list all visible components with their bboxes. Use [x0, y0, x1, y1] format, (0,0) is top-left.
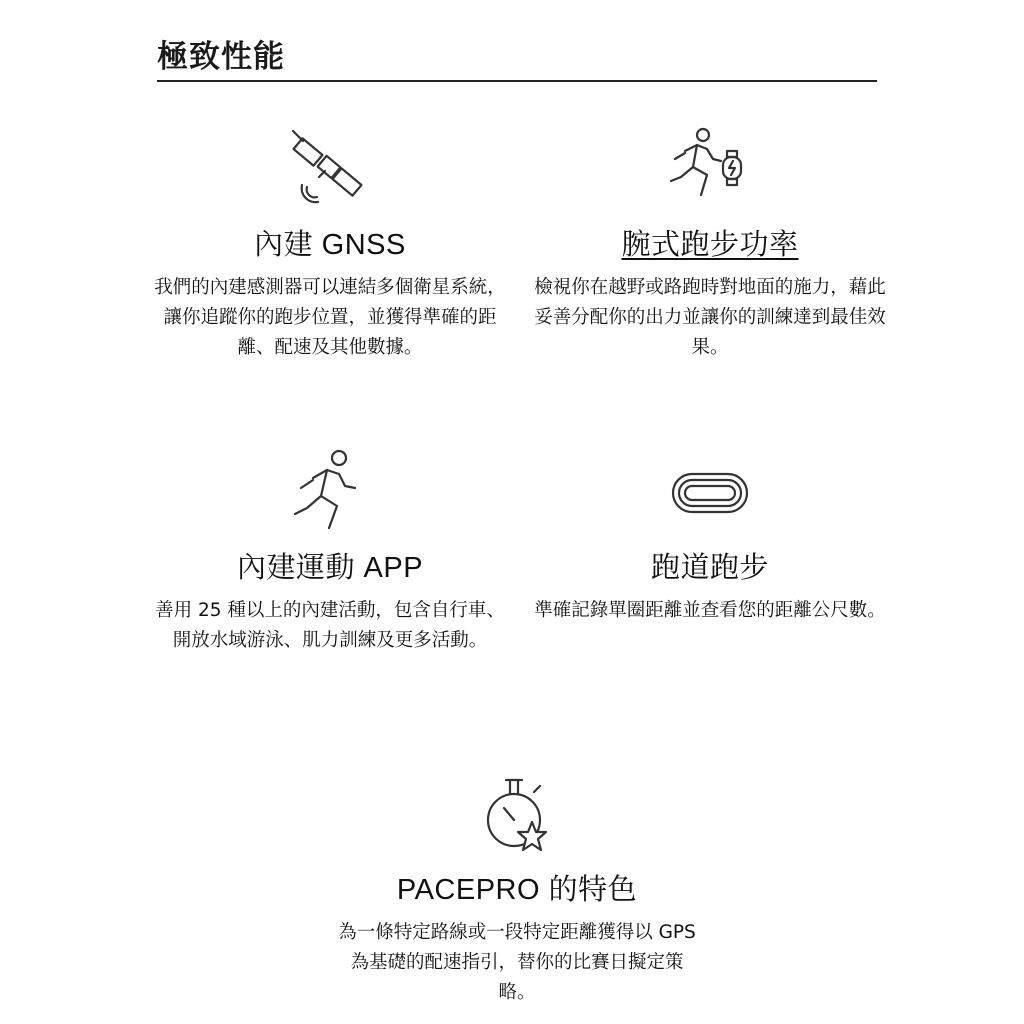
- feature-title-link[interactable]: 腕式跑步功率: [621, 229, 799, 261]
- feature-description: 善用 25 種以上的內建活動，包含自行車、開放水域游泳、肌力訓練及更多活動。: [155, 600, 505, 651]
- feature-title: 跑道跑步: [650, 552, 769, 584]
- feature-track-running: [530, 448, 890, 626]
- feature-gnss: [150, 125, 510, 363]
- feature-wrist-power: [530, 125, 890, 363]
- feature-description: 檢視你在越野或路跑時對地面的施力，藉此妥善分配你的出力並讓你的訓練達到最佳效果。: [534, 277, 886, 358]
- runner-icon: [285, 448, 375, 538]
- stopwatch-star-icon: [472, 770, 562, 860]
- feature-title: PACEPRO 的特色: [396, 874, 638, 906]
- feature-pacepro: [337, 770, 697, 1008]
- feature-description: 準確記錄單圈距離並查看您的距離公尺數。: [534, 600, 886, 621]
- runner-watch-icon: [665, 125, 755, 215]
- feature-description: 為一條特定路線或一段特定距離獲得以 GPS 為基礎的配速指引，替你的比賽日擬定策略。: [338, 922, 696, 1003]
- feature-sport-apps: [150, 448, 510, 656]
- feature-description: 我們的內建感測器可以連結多個衛星系統，讓你追蹤你的跑步位置，並獲得準確的距離、配速及其他數據。: [154, 277, 506, 358]
- section-title: 極致性能: [157, 40, 877, 82]
- feature-title: 內建 GNSS: [254, 229, 406, 261]
- feature-title: 內建運動 APP: [236, 552, 424, 584]
- satellite-icon: [285, 125, 375, 215]
- track-icon: [665, 448, 755, 538]
